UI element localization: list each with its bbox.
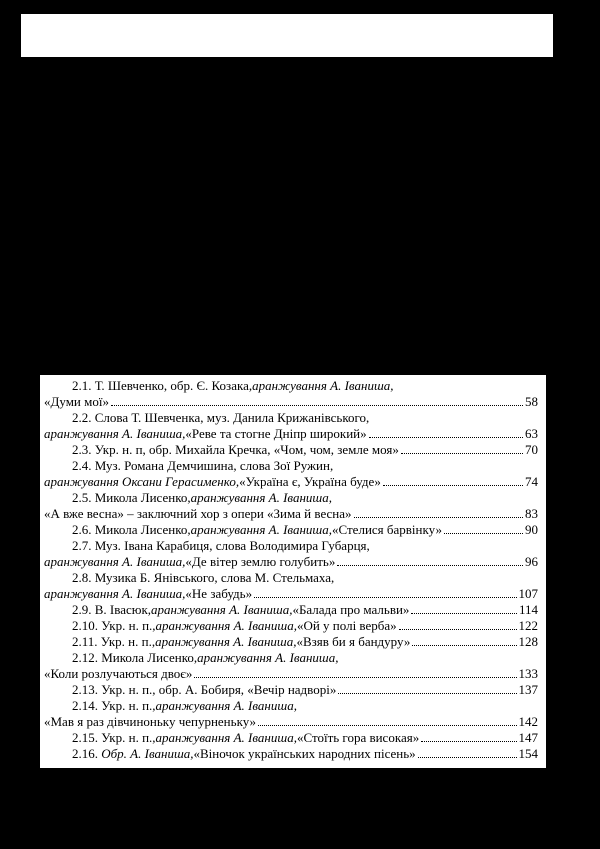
toc-entry-text: аранжування А. Іваниша, bbox=[155, 618, 297, 633]
dot-leader bbox=[337, 565, 523, 566]
toc-entry-text: аранжування А. Іваниша, bbox=[190, 522, 332, 537]
dot-leader bbox=[383, 485, 523, 486]
toc-entry-line bbox=[44, 474, 538, 490]
toc-entry-text: Т. Шевченко, обр. Є. Козака, bbox=[94, 378, 253, 393]
toc-entry-line bbox=[44, 538, 538, 554]
toc-entry-line bbox=[44, 554, 538, 570]
toc-entry-number: 2.12. bbox=[72, 650, 98, 665]
toc-entry-text: «А вже весна» – заключний хор з опери «Зима й весна» bbox=[44, 506, 352, 521]
toc-entry-number: 2.13. bbox=[72, 682, 98, 697]
toc-entry-line bbox=[44, 730, 538, 746]
toc-entry bbox=[44, 378, 538, 410]
toc-entry-number: 2.11. bbox=[72, 634, 98, 649]
toc-entry-text: Укр. н. п., обр. А. Бобиря, «Вечір надворі» bbox=[101, 682, 337, 697]
toc-entry-text: аранжування А. Іваниша, bbox=[44, 586, 186, 601]
toc-page-number: 70 bbox=[525, 442, 538, 457]
toc-entry-text: аранжування А. Іваниша, bbox=[155, 634, 297, 649]
toc-entry-line bbox=[44, 458, 538, 474]
toc-entry bbox=[44, 650, 538, 682]
toc-page-number: 128 bbox=[518, 634, 538, 649]
toc-entry-text: аранжування А. Іваниша, bbox=[197, 650, 339, 665]
toc-entry-text: «Стоїть гора високая» bbox=[296, 730, 420, 745]
toc-page-number: 122 bbox=[518, 618, 538, 633]
toc-entry-text: «Ой у полі верба» bbox=[296, 618, 397, 633]
toc-entry-text: аранжування А. Іваниша, bbox=[151, 602, 293, 617]
toc-page-number: 83 bbox=[525, 506, 538, 521]
toc-page-number: 137 bbox=[518, 682, 538, 697]
toc-page-number: 107 bbox=[518, 586, 538, 601]
toc-entry-text: аранжування А. Іваниша, bbox=[44, 554, 186, 569]
toc-entry-number: 2.5. bbox=[72, 490, 92, 505]
toc-entry bbox=[44, 602, 538, 618]
top-white-strip bbox=[21, 14, 553, 57]
toc-entry-text: Муз. Івана Карабиця, слова Володимира Губарця, bbox=[94, 538, 370, 553]
toc-entry-text: аранжування А. Іваниша, bbox=[252, 378, 394, 393]
toc-entry-line bbox=[44, 570, 538, 586]
toc-entry-text: Муз. Романа Демчишина, слова Зої Ружин, bbox=[94, 458, 334, 473]
toc-entry-number: 2.15. bbox=[72, 730, 98, 745]
toc-entry-line bbox=[44, 650, 538, 666]
toc-entry-text: Микола Лисенко, bbox=[101, 650, 198, 665]
toc-entry-text: аранжування А. Іваниша, bbox=[155, 730, 297, 745]
toc-entry-number: 2.16. bbox=[72, 746, 98, 761]
dot-leader bbox=[194, 677, 516, 678]
toc-entry bbox=[44, 698, 538, 730]
toc-entry-text: «Взяв би я бандуру» bbox=[296, 634, 411, 649]
dot-leader bbox=[258, 725, 516, 726]
toc-entry-text: Укр. н. п., bbox=[100, 634, 156, 649]
toc-entry-text: Микола Лисенко, bbox=[94, 522, 191, 537]
toc-entry bbox=[44, 490, 538, 522]
toc-entry-number: 2.8. bbox=[72, 570, 92, 585]
toc-page-number: 96 bbox=[525, 554, 538, 569]
toc-entries-list bbox=[40, 375, 546, 762]
toc-entry-line bbox=[44, 602, 538, 618]
toc-entry bbox=[44, 730, 538, 746]
dot-leader bbox=[401, 453, 523, 454]
toc-entry-number: 2.9. bbox=[72, 602, 92, 617]
toc-entry-line bbox=[44, 586, 538, 602]
toc-entry-text: «Мав я раз дівчиноньку чепурненьку» bbox=[44, 714, 257, 729]
toc-page-number: 154 bbox=[518, 746, 538, 761]
toc-page-number: 133 bbox=[518, 666, 538, 681]
dot-leader bbox=[354, 517, 523, 518]
toc-entry bbox=[44, 458, 538, 490]
toc-entry-text: «Коли розлучаються двоє» bbox=[44, 666, 193, 681]
toc-entry-line bbox=[44, 746, 538, 762]
dot-leader bbox=[412, 645, 516, 646]
toc-entry-line bbox=[44, 522, 538, 538]
toc-entry-number: 2.6. bbox=[72, 522, 92, 537]
toc-entry-text: Обр. А. Іваниша, bbox=[101, 746, 194, 761]
toc-page-number: 114 bbox=[518, 602, 538, 617]
toc-entry-line bbox=[44, 714, 538, 730]
table-of-contents bbox=[40, 375, 546, 768]
toc-entry-line bbox=[44, 394, 538, 410]
toc-entry-number: 2.7. bbox=[72, 538, 92, 553]
toc-entry bbox=[44, 746, 538, 762]
toc-entry-text: «Балада про мальви» bbox=[292, 602, 410, 617]
toc-entry bbox=[44, 682, 538, 698]
toc-entry bbox=[44, 522, 538, 538]
toc-entry-text: «Віночок українських народних пісень» bbox=[193, 746, 416, 761]
toc-entry-text: «Реве та стогне Дніпр широкий» bbox=[185, 426, 367, 441]
toc-entry-line bbox=[44, 698, 538, 714]
dot-leader bbox=[254, 597, 516, 598]
toc-entry-number: 2.14. bbox=[72, 698, 98, 713]
toc-entry-number: 2.1. bbox=[72, 378, 92, 393]
toc-entry-text: аранжування А. Іваниша, bbox=[155, 698, 297, 713]
toc-page-number: 74 bbox=[525, 474, 538, 489]
dot-leader bbox=[418, 757, 517, 758]
toc-entry-line bbox=[44, 410, 538, 426]
toc-entry-text: аранжування Оксани Герасименко, bbox=[44, 474, 240, 489]
toc-page-number: 90 bbox=[525, 522, 538, 537]
dot-leader bbox=[421, 741, 516, 742]
toc-entry-text: «Стелися барвінку» bbox=[332, 522, 442, 537]
toc-entry-number: 2.3. bbox=[72, 442, 92, 457]
toc-entry-text: В. Івасюк, bbox=[94, 602, 152, 617]
toc-entry-line bbox=[44, 682, 538, 698]
toc-entry-text: «Не забудь» bbox=[185, 586, 253, 601]
toc-entry-text: аранжування А. Іваниша, bbox=[190, 490, 332, 505]
toc-entry-text: Укр. н. п., bbox=[101, 698, 156, 713]
toc-entry-line bbox=[44, 506, 538, 522]
toc-page-number: 58 bbox=[525, 394, 538, 409]
toc-entry-line bbox=[44, 618, 538, 634]
toc-entry-line bbox=[44, 666, 538, 682]
toc-entry-text: Музика Б. Янівського, слова М. Стельмаха, bbox=[94, 570, 335, 585]
toc-entry-text: «Думи мої» bbox=[44, 394, 109, 409]
toc-entry bbox=[44, 570, 538, 602]
dot-leader bbox=[338, 693, 516, 694]
toc-entry bbox=[44, 410, 538, 442]
toc-entry-line bbox=[44, 490, 538, 506]
toc-entry bbox=[44, 442, 538, 458]
toc-entry bbox=[44, 538, 538, 570]
toc-entry-text: Укр. н. п, обр. Михайла Кречка, «Чом, чом, земле моя» bbox=[94, 442, 399, 457]
toc-entry bbox=[44, 634, 538, 650]
toc-page-number: 147 bbox=[518, 730, 538, 745]
toc-entry-text: Микола Лисенко, bbox=[94, 490, 191, 505]
toc-entry-text: «Україна є, Україна буде» bbox=[239, 474, 381, 489]
toc-entry-text: Укр. н. п., bbox=[101, 618, 156, 633]
toc-entry-line bbox=[44, 426, 538, 442]
dot-leader bbox=[399, 629, 517, 630]
toc-entry-line bbox=[44, 378, 538, 394]
toc-entry bbox=[44, 618, 538, 634]
toc-entry-number: 2.4. bbox=[72, 458, 92, 473]
toc-entry-line bbox=[44, 634, 538, 650]
dot-leader bbox=[369, 437, 523, 438]
toc-entry-text: Слова Т. Шевченка, муз. Данила Крижанівського, bbox=[94, 410, 370, 425]
dot-leader bbox=[111, 405, 523, 406]
toc-page-number: 63 bbox=[525, 426, 538, 441]
toc-entry-text: Укр. н. п., bbox=[101, 730, 156, 745]
toc-page-number: 142 bbox=[518, 714, 538, 729]
toc-entry-text: аранжування А. Іваниша, bbox=[44, 426, 186, 441]
dot-leader bbox=[411, 613, 517, 614]
toc-entry-text: «Де вітер землю голубить» bbox=[185, 554, 336, 569]
toc-entry-line bbox=[44, 442, 538, 458]
toc-entry-number: 2.2. bbox=[72, 410, 92, 425]
dot-leader bbox=[444, 533, 523, 534]
toc-entry-number: 2.10. bbox=[72, 618, 98, 633]
